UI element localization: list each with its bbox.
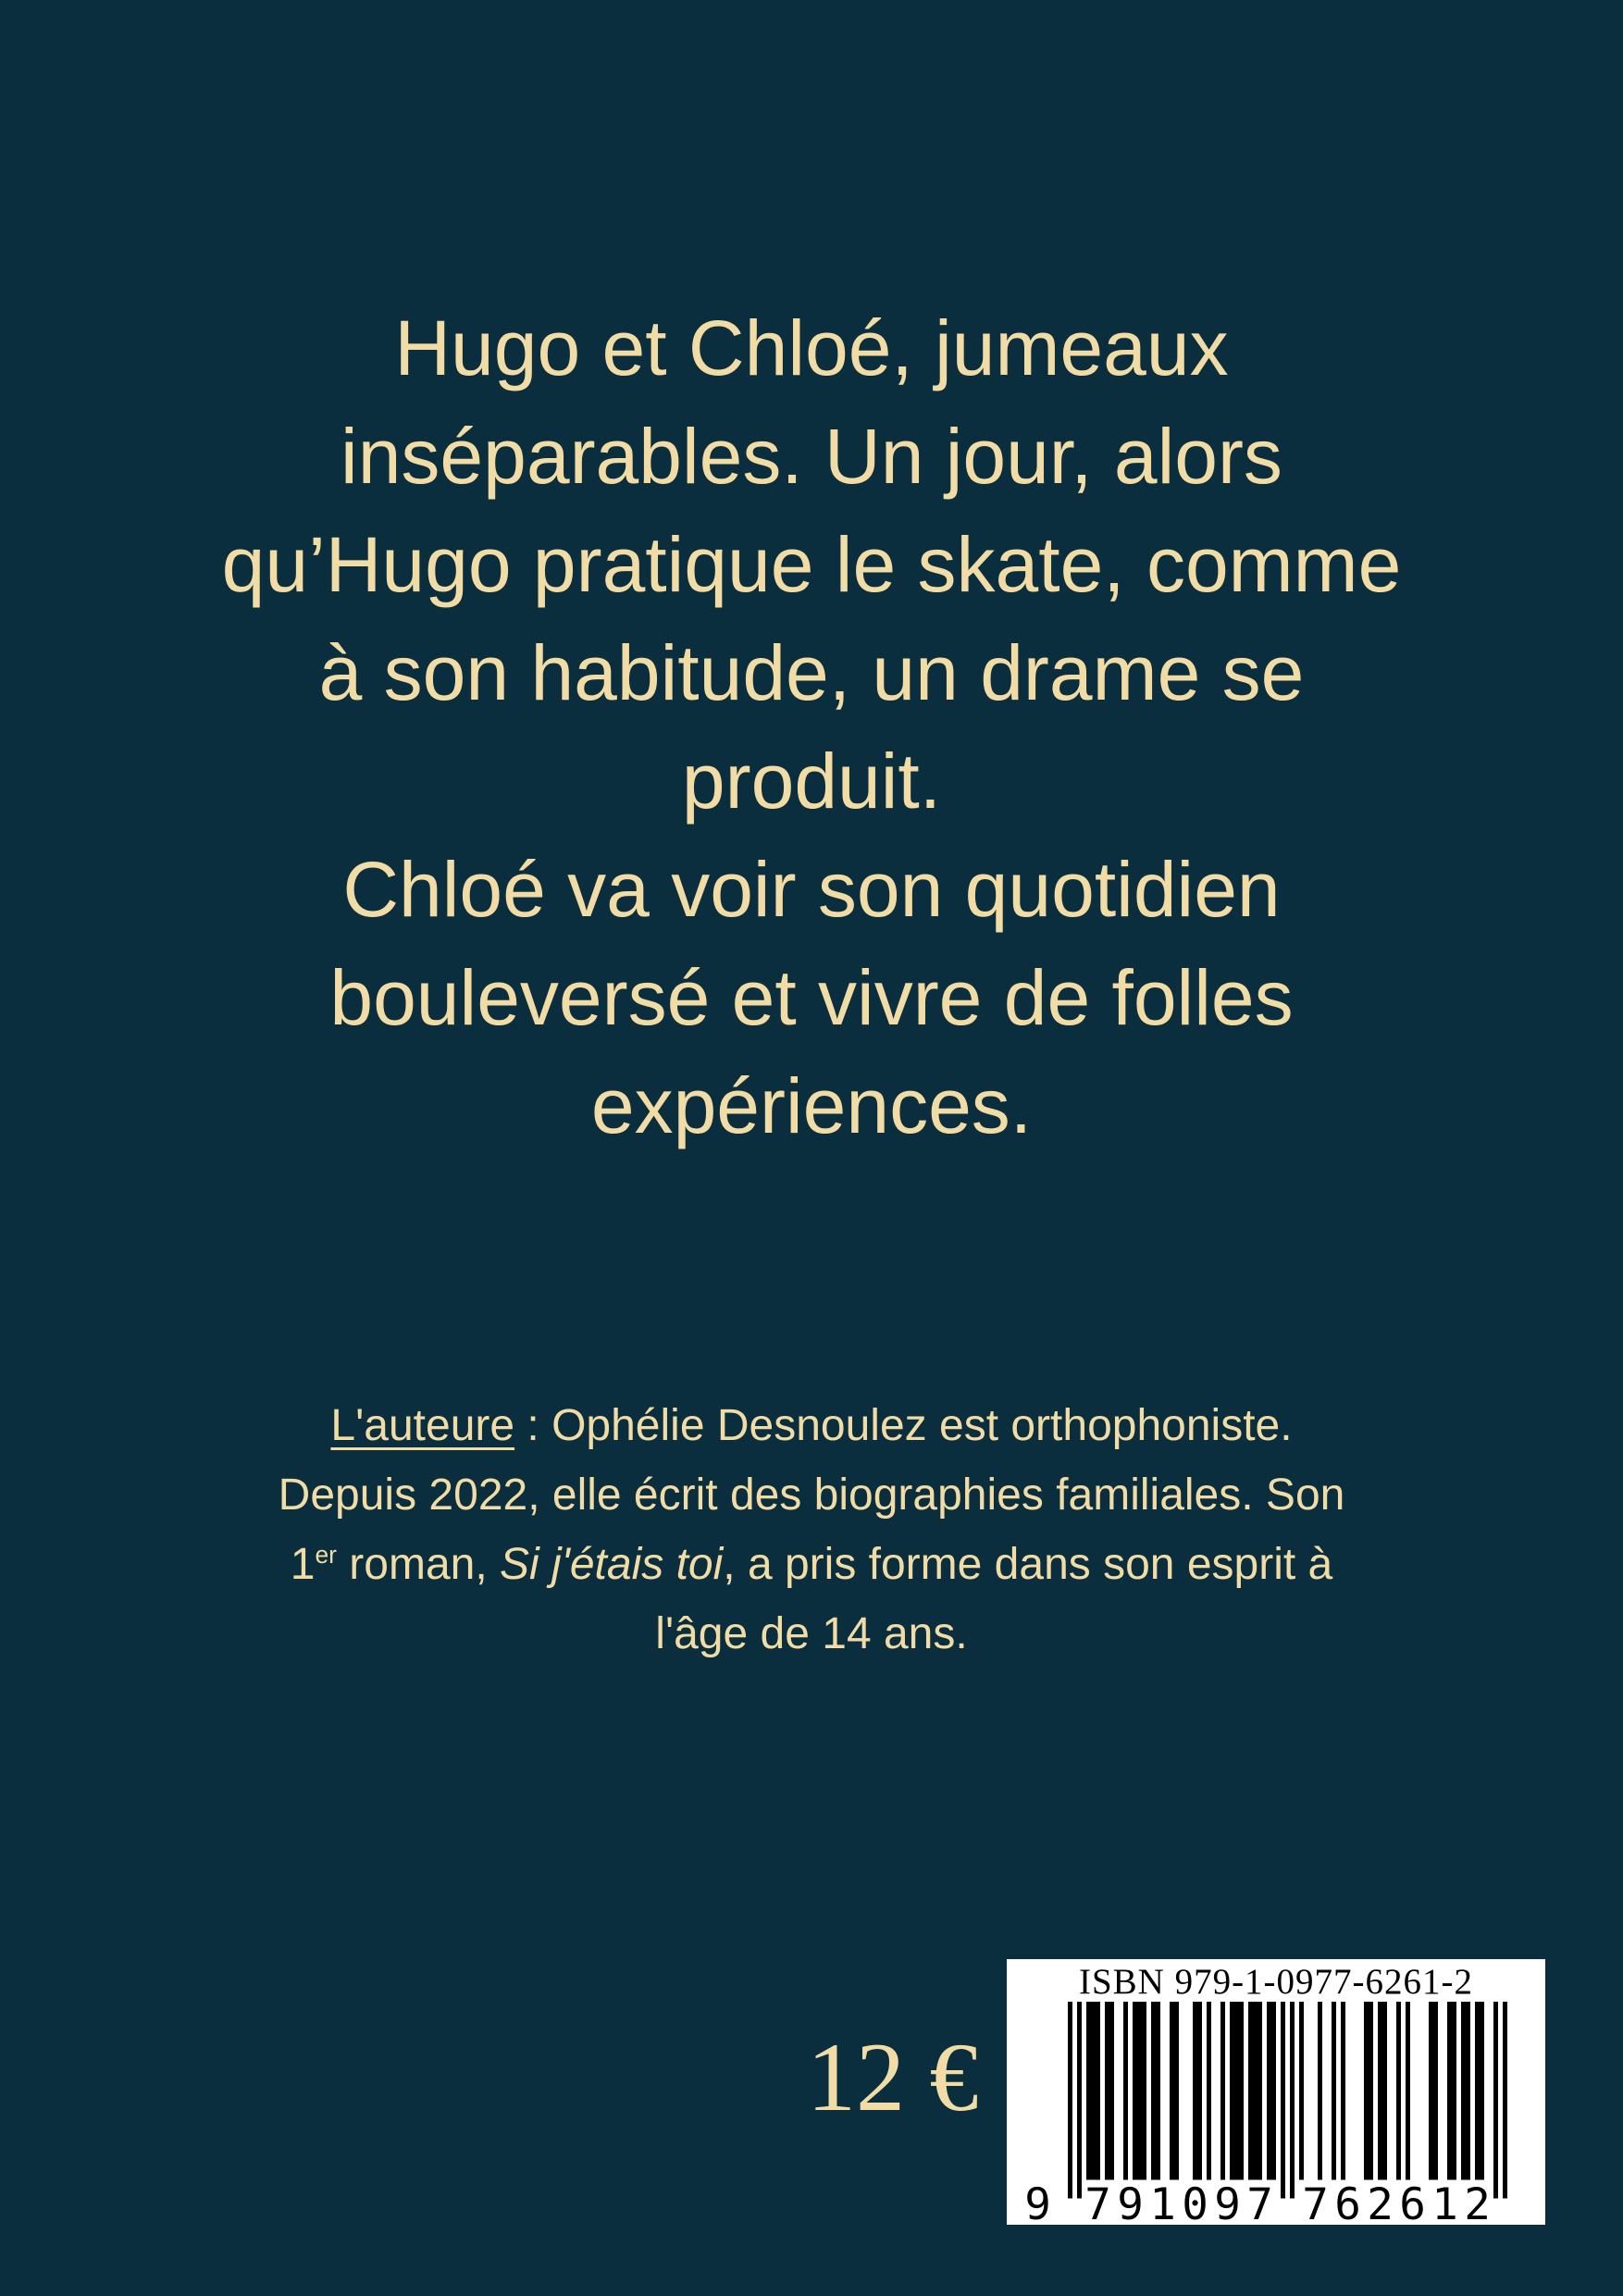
synopsis-line: Hugo et Chloé, jumeaux bbox=[394, 304, 1229, 391]
ean13-barcode bbox=[1017, 2002, 1535, 2224]
svg-text:1: 1 bbox=[1149, 2179, 1176, 2224]
author-bio-line: l'âge de 14 ans. bbox=[655, 1609, 968, 1658]
author-bio bbox=[74, 1391, 1549, 1669]
svg-text:7: 7 bbox=[1302, 2179, 1329, 2224]
svg-text:7: 7 bbox=[1084, 2179, 1111, 2224]
synopsis-text bbox=[65, 294, 1558, 1160]
svg-text:9: 9 bbox=[1214, 2179, 1241, 2224]
synopsis-line: inséparables. Un jour, alors bbox=[341, 413, 1282, 500]
isbn-barcode-panel bbox=[1007, 1959, 1545, 2225]
svg-text:2: 2 bbox=[1464, 2179, 1491, 2224]
svg-text:0: 0 bbox=[1182, 2179, 1208, 2224]
synopsis-line: produit. bbox=[681, 738, 942, 825]
svg-text:2: 2 bbox=[1367, 2179, 1394, 2224]
synopsis-line: à son habitude, un drame se bbox=[318, 629, 1305, 716]
price-label: 12 € bbox=[807, 2023, 979, 2131]
svg-text:6: 6 bbox=[1334, 2179, 1361, 2224]
author-bio-line: L'auteure : Ophélie Desnoulez est orthophoniste. bbox=[330, 1401, 1293, 1450]
synopsis-line: bouleversé et vivre de folles bbox=[329, 954, 1294, 1041]
synopsis-line: Chloé va voir son quotidien bbox=[342, 846, 1281, 933]
svg-text:9: 9 bbox=[1117, 2179, 1144, 2224]
svg-text:6: 6 bbox=[1399, 2179, 1426, 2224]
svg-text:9: 9 bbox=[1024, 2179, 1051, 2224]
synopsis-line: expériences. bbox=[590, 1062, 1033, 1149]
svg-text:7: 7 bbox=[1246, 2179, 1273, 2224]
isbn-number: ISBN 979-1-0977-6261-2 bbox=[1078, 1962, 1474, 2002]
author-bio-line: 1er roman, Si j'étais toi, a pris forme dans son esprit à bbox=[290, 1540, 1333, 1589]
svg-text:1: 1 bbox=[1431, 2179, 1458, 2224]
synopsis-line: qu’Hugo pratique le skate, comme bbox=[221, 521, 1402, 608]
author-bio-line: Depuis 2022, elle écrit des biographies familiales. Son bbox=[278, 1471, 1345, 1520]
